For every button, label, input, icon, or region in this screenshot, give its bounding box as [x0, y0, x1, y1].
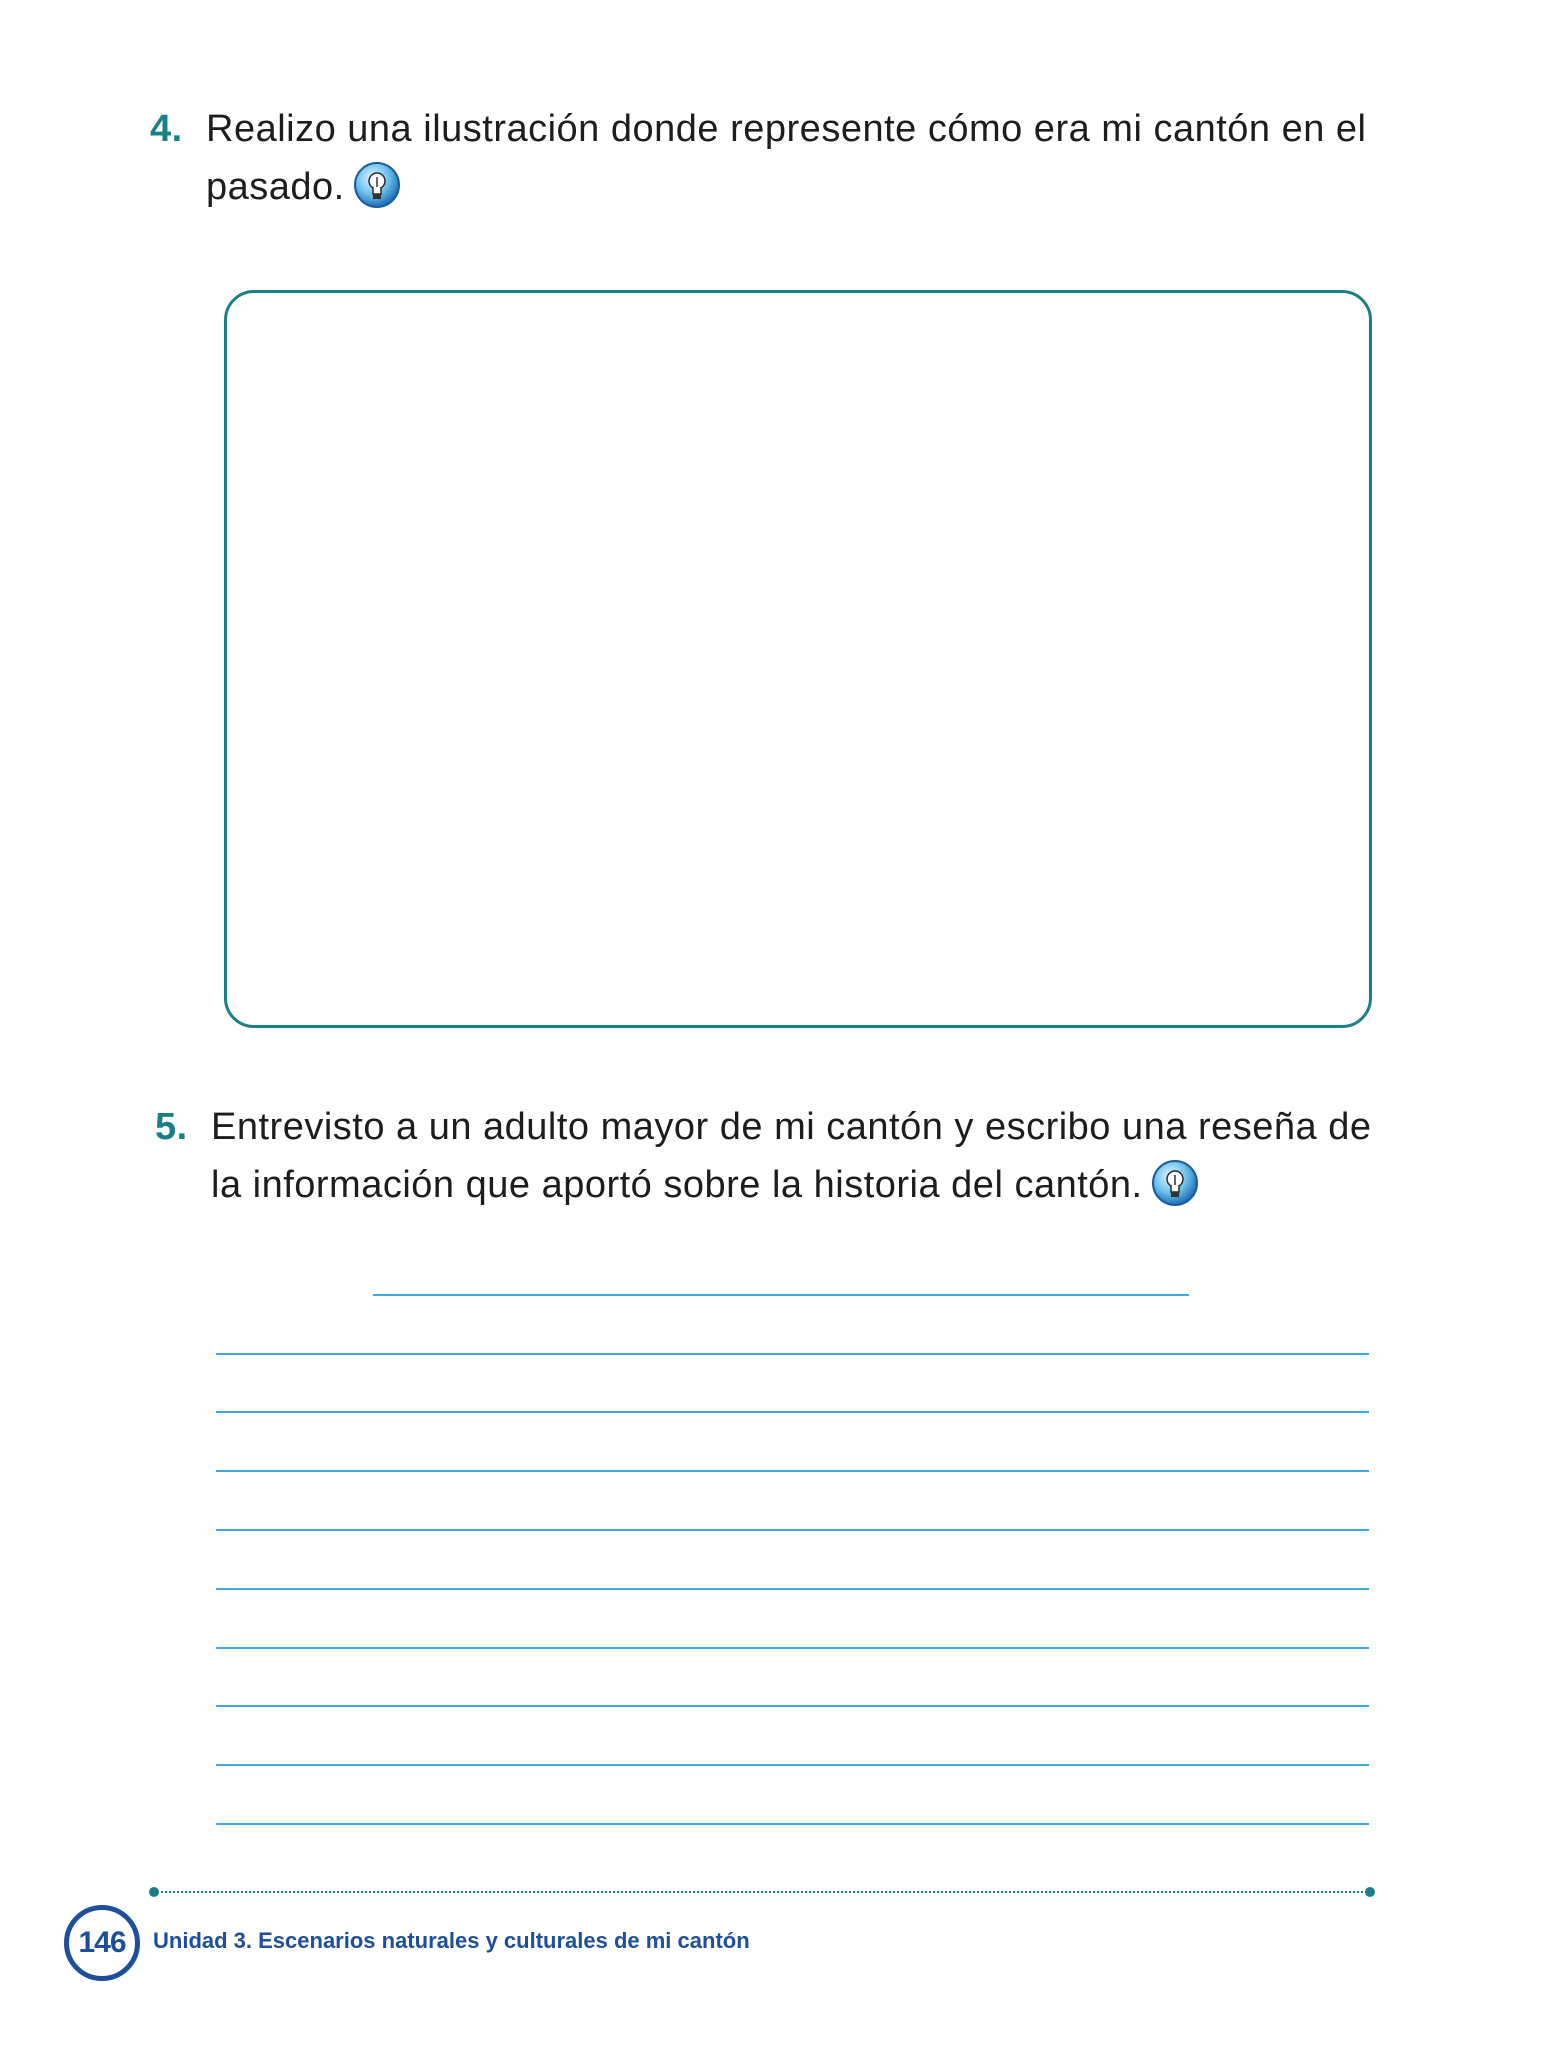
writing-line[interactable] — [216, 1647, 1369, 1649]
activity-instructions: Entrevisto a un adulto mayor de mi cantón y escribo una reseña de la información que aportó sobre la historia del cantón. — [211, 1106, 1372, 1206]
title-writing-line[interactable] — [373, 1294, 1189, 1296]
activity-text — [211, 1098, 1391, 1214]
unit-title: Unidad 3. Escenarios naturales y culturales de mi cantón — [153, 1928, 750, 1953]
writing-line[interactable] — [216, 1705, 1369, 1707]
divider-dot — [149, 1887, 159, 1897]
page-number: 146 — [78, 1926, 126, 1959]
writing-line[interactable] — [216, 1411, 1369, 1413]
writing-line[interactable] — [216, 1353, 1369, 1355]
activity-instructions: Realizo una ilustración donde represente cómo era mi cantón en el pasado. — [206, 108, 1367, 208]
activity-number: 4. — [150, 108, 183, 150]
activity-text — [206, 100, 1386, 216]
footer-divider — [153, 1891, 1371, 1893]
activity-number: 5. — [155, 1106, 188, 1148]
lightbulb-icon — [353, 161, 401, 209]
writing-line[interactable] — [216, 1764, 1369, 1766]
divider-dot — [1365, 1887, 1375, 1897]
drawing-area[interactable] — [224, 290, 1372, 1028]
writing-line[interactable] — [216, 1588, 1369, 1590]
page-number-badge — [64, 1905, 140, 1981]
writing-line[interactable] — [216, 1529, 1369, 1531]
writing-line[interactable] — [216, 1823, 1369, 1825]
lightbulb-icon — [1151, 1159, 1199, 1207]
writing-line[interactable] — [216, 1470, 1369, 1472]
